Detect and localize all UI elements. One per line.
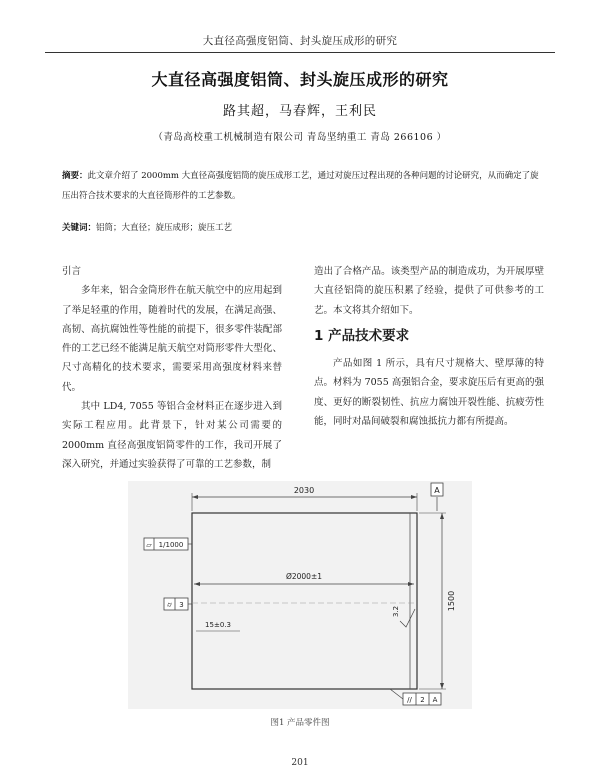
intro-paragraph-1: 多年来，铝合金筒形件在航天航空中的应用起到了举足轻重的作用，随着时代的发展，在满足高强、高韧、高抗腐蚀性等性能的前提下，很多零件装配部件的工艺已经不能满足航天航空对筒形零件大型化、尺寸高精化的技术要求，需要采用高强度材料来替代。: [62, 285, 282, 393]
product-drawing: [128, 481, 472, 709]
dim-top: 2030: [293, 486, 315, 495]
cylindricity-symbol: ⌭: [166, 601, 173, 609]
page-number: 201: [291, 758, 309, 768]
figure-caption: 图1 产品零件图: [270, 718, 330, 728]
datum-label-top: A: [434, 486, 440, 495]
roughness-value: 3.2: [392, 605, 400, 617]
section-heading: 1 产品技术要求: [314, 327, 410, 344]
paper-title: 大直径高强度铝筒、封头旋压成形的研究: [151, 70, 449, 89]
abstract-label: 摘要：: [62, 171, 88, 181]
dim-height: 1500: [447, 590, 456, 612]
keywords: [62, 221, 542, 235]
intro-paragraph-2: 其中 LD4, 7055 等铝合金材料正在逐步进入到实际工程应用。此背景下，针对某公司需要的 2000mm 直径高强度铝筒零件的工作，我司开展了深入研究，并通过实验获得了可靠的工艺参数，制: [62, 401, 282, 470]
cylindricity-value: 3: [179, 601, 184, 609]
abstract-text: 此文章介绍了 2000mm 大直径高强度铝筒的旋压成形工艺，通过对旋压过程出现的各种问题的讨论研究，从而确定了旋压出符合技术要求的大直径筒形件的工艺参数。: [62, 171, 539, 201]
parallelism-datum: A: [432, 696, 438, 704]
parallelism-value: 2: [420, 696, 425, 704]
abstract: [62, 166, 542, 206]
keywords-text: 铝筒；大直径；旋压成形；旋压工艺: [96, 223, 233, 233]
figure-1: [128, 481, 472, 709]
affiliation: （青岛高校重工机械制造有限公司 青岛坚纳重工 青岛 266106 ）: [153, 132, 447, 143]
intro-paragraph-continued: 造出了合格产品。该类型产品的制造成功，为开展厚壁大直径铝筒的旋压积累了经验，提供了可供参考的工艺。本文将其介绍如下。: [314, 266, 544, 316]
section-paragraph: 产品如图 1 所示，具有尺寸规格大、壁厚薄的特点。材料为 7055 高强铝合金，要求旋压后有更高的强度、更好的断裂韧性、抗应力腐蚀开裂性能、抗疲劳性能，同时对晶间破裂和腐蚀抵抗力都有所提高。: [314, 358, 544, 428]
keywords-label: 关键词：: [62, 223, 97, 233]
left-column: [62, 262, 282, 474]
running-head: 大直径高强度铝筒、封头旋压成形的研究: [202, 35, 398, 47]
parallelism-symbol: //: [407, 696, 412, 704]
right-column: [314, 262, 544, 431]
header-rule: [45, 52, 555, 53]
dim-wall: 15±0.3: [205, 621, 231, 629]
flatness-value: 1/1000: [158, 541, 184, 549]
flatness-symbol: ⏥: [146, 541, 152, 549]
intro-heading: 引言: [62, 266, 82, 277]
dim-diameter: Ø2000±1: [285, 572, 323, 581]
authors: 路其超，马春辉，王利民: [222, 104, 377, 119]
